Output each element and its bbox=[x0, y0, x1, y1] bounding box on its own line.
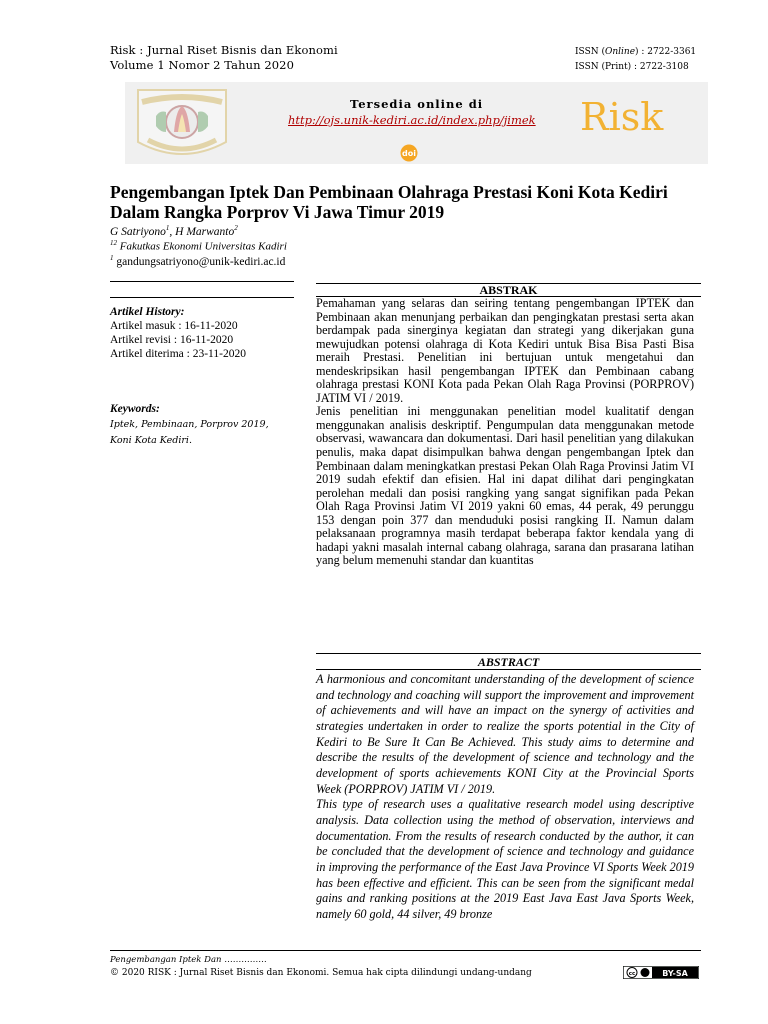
abstrak-body bbox=[316, 297, 694, 568]
history-received: Artikel masuk : 16-11-2020 bbox=[110, 320, 238, 332]
abstrak-paragraph: Jenis penelitian ini menggunakan penelitian model kualitatif dengan menggunakan analisis deskriptif. Pengumpulan data menggunakan metode observasi, wawancara dan dokumentasi. Dari hasil penelitian yang dilakukan penulis, maka dapat disimpulkan bahwa dengan pengembangan Iptek dan Pembinaan dalam meningkatkan prestasi Pekan Olah Raga Provinsi Jatim VI 2019 sudah efektif dan efisien. Hal ini dapat dilihat dari pengingkatan perolehan medali dan posisi rangking yang sangat signifikan pada Pekan Olah Raga Provinsi Jatim VI 2019 yakni 60 emas, 44 perak, 49 perunggu 153 dengan poin 377 dan menduduki posisi rangking II. Namun dalam pelaksanaan programnya masih terdapat beberapa faktor kendala yang di hadapi yakni masalah internal cabang olahraga, sarana dan prasarana latihan yang belum memenuhi standar dan kuantitas bbox=[316, 404, 694, 568]
abstrak-paragraph: Pemahaman yang selaras dan seiring tentang pengembangan IPTEK dan Pembinaan akan menunjang perbaikan dan pengingkatan prestasi serta akan berdampak pada sinerginya kegiatan dan strategi yang dikerjakan guna mewujudkan potensi olahraga di Kota Kediri untuk Bisa Bisa Pasti Bisa meraih Prestasi. Penelitian ini bertujuan untuk mengetahui dan mendeskripsikan hasil pengembangan IPTEK dan Pembinaan cabang olahraga prestasi KONI Kota pada Pekan Olah Raga Provinsi (PORPROV) JATIM VI / 2019. bbox=[316, 296, 694, 405]
cc-license-badge[interactable] bbox=[623, 966, 699, 979]
keywords-block bbox=[110, 401, 269, 449]
sidebar-rule-top bbox=[110, 281, 294, 282]
license-label: BY-SA bbox=[662, 969, 688, 978]
author-email: $^1$ gandungsatriyono@unik-kediri.ac.id bbox=[110, 254, 286, 268]
issn-online: ISSN (Online) : 2722-3361 bbox=[575, 47, 697, 57]
keywords-line-1: Iptek, Pembinaan, Porprov 2019, bbox=[110, 419, 269, 430]
journal-volume: Volume 1 Nomor 2 Tahun 2020 bbox=[110, 58, 295, 72]
issn-block bbox=[575, 45, 696, 75]
svg-text:cc: cc bbox=[628, 971, 636, 977]
copyright-notice: © 2020 RISK : Jurnal Riset Bisnis dan Ekonomi. Semua hak cipta dilindungi undang-undang bbox=[110, 968, 532, 978]
abstract-body bbox=[316, 672, 694, 923]
availability-label: Tersedia online di bbox=[350, 97, 484, 111]
article-history bbox=[110, 305, 246, 361]
keywords-line-2: Koni Kota Kediri. bbox=[110, 435, 192, 446]
sidebar-rule-bottom bbox=[110, 297, 294, 298]
abstract-heading: ABSTRACT bbox=[477, 655, 540, 669]
author-line: G Satriyono$^1$, H Marwanto$^2$ bbox=[110, 224, 238, 238]
risk-brand-logo: Risk bbox=[580, 95, 664, 139]
issn-print: ISSN (Print) : 2722-3108 bbox=[575, 62, 689, 72]
abstract-rule-top bbox=[316, 653, 701, 654]
article-title: Pengembangan Iptek Dan Pembinaan Olahraga Prestasi Koni Kota Kediri Dalam Rangka Porprov Vi Jawa Timur 2019 bbox=[110, 182, 668, 222]
by-person-icon bbox=[641, 968, 650, 977]
journal-url-link[interactable]: http://ojs.unik-kediri.ac.id/index.php/jimek bbox=[288, 113, 536, 127]
footer-rule bbox=[110, 950, 701, 951]
abstract-rule-bottom bbox=[316, 669, 701, 670]
journal-header bbox=[110, 43, 338, 73]
abstract-paragraph: A harmonious and concomitant understanding of the development of science and technology and coaching will support the improvement and improvement of achievements and will have an impact on the synergy of activities and strategies undertaken in order to realize the sports potential in the City of Kediri to Be Sure It Can Be Achieved. This study aims to determine and describe the results of the development of science and technology and the development of sports achievements KONI City at the Provincial Sports Week (PORPROV) JATIM VI / 2019. bbox=[316, 672, 694, 796]
keywords-heading: Keywords: bbox=[110, 403, 160, 415]
history-revised: Artikel revisi : 16-11-2020 bbox=[110, 334, 234, 346]
history-accepted: Artikel diterima : 23-11-2020 bbox=[110, 348, 246, 360]
journal-name: Risk : Jurnal Riset Bisnis dan Ekonomi bbox=[110, 43, 338, 57]
doi-icon[interactable] bbox=[400, 144, 418, 162]
doi-label: doi bbox=[402, 149, 416, 158]
abstrak-heading: ABSTRAK bbox=[479, 283, 538, 297]
affiliation-line: $^{12}$ Fakutkas Ekonomi Universitas Kadiri bbox=[110, 239, 287, 253]
abstract-paragraph: This type of research uses a qualitative research model using descriptive analysis. Data collection using the method of observation, interviews and documentation. From the results of research conducted by the author, it can be concluded that the development of science and technology and guidance in improving the performance of the East Java Province VI Sports Week 2019 has been effective and efficient. This can be seen from the significant medal gains and ranking positions at the 2019 East Java East Java Sports Week, namely 60 gold, 44 silver, 49 bronze bbox=[316, 797, 694, 921]
running-title: Pengembangan Iptek Dan …………… bbox=[110, 955, 267, 965]
university-seal-logo bbox=[130, 82, 234, 164]
history-heading: Artikel History: bbox=[110, 306, 185, 318]
